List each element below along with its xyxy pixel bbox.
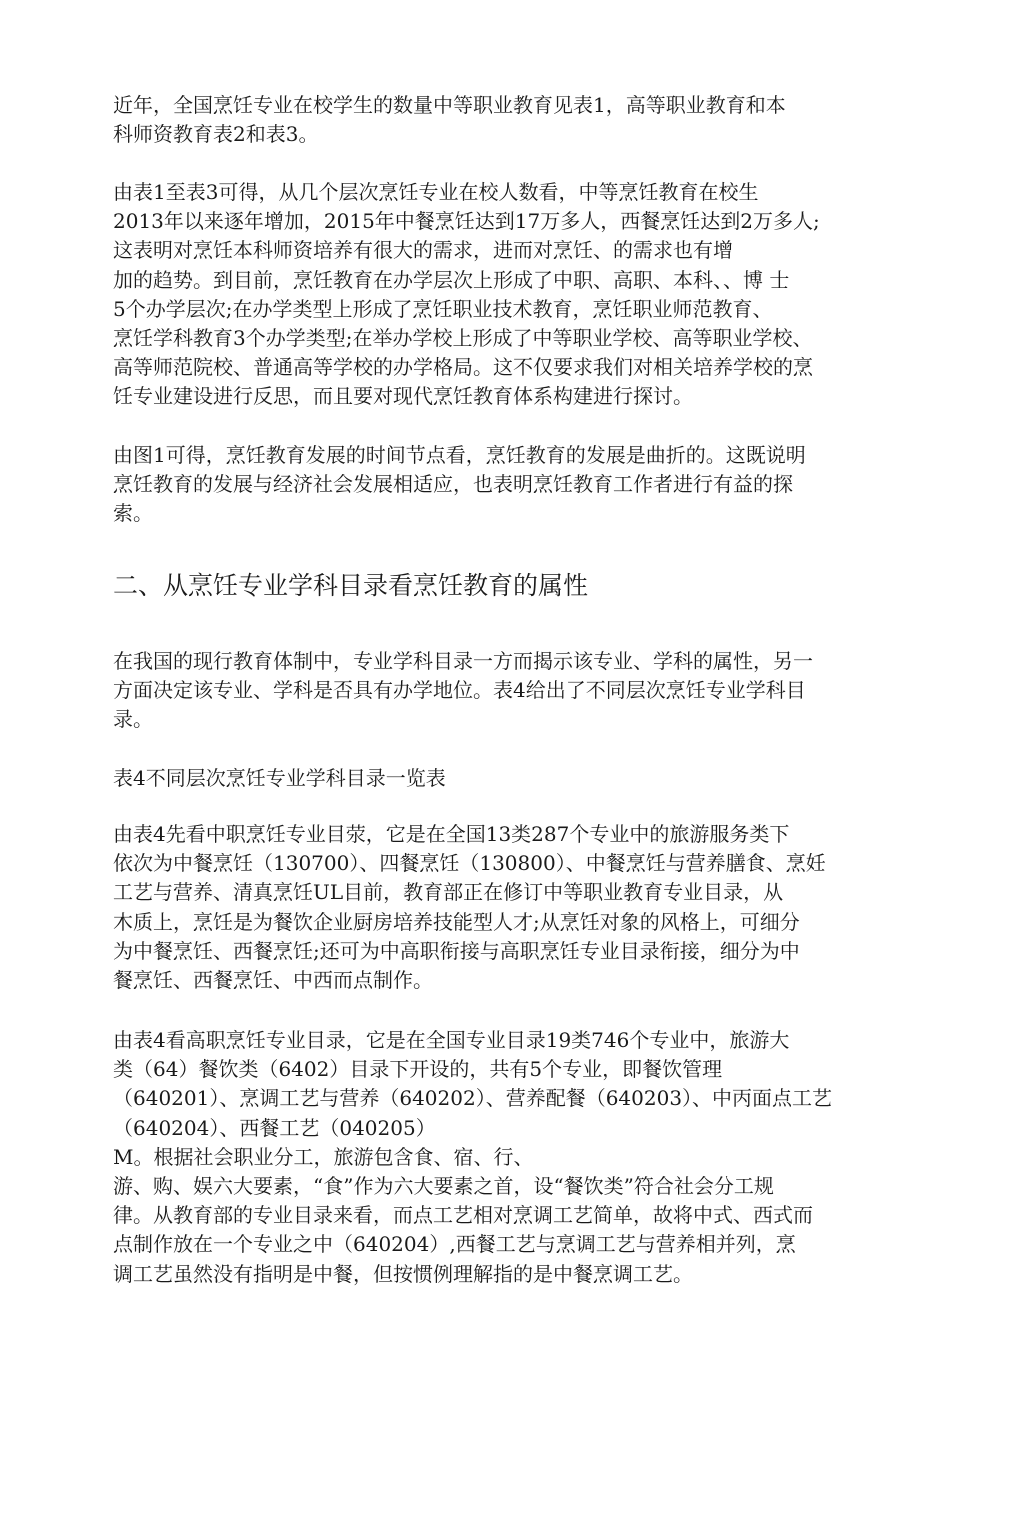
text-line: 烹饪教育的发展与经济社会发展相适应，也表明烹饪教育工作者进行有益的探 [113,472,793,497]
paragraph-higher-vocational [113,1026,832,1289]
text-line: 近年，全国烹饪专业在校学生的数量中等职业教育见表1，高等职业教育和本 [113,93,786,117]
text-line: （640204）、西餐工艺（040205） [113,1115,436,1140]
paragraph-secondary-vocational [113,820,826,995]
text-line: 科师资教育表2和表3。 [113,122,319,147]
paragraph-enrollment-intro [113,91,786,149]
text-line: 点制作放在一个专业之中（640204）,西餐工艺与烹调工艺与营养相并列，烹 [113,1232,796,1257]
text-line: 由表4先看中职烹饪专业目荥，它是在全国13类287个专业中的旅游服务类下 [113,822,790,846]
text-line: 2013年以来逐年增加，2015年中餐烹饪达到17万多人，西餐烹饪达到2万多人; [113,209,820,234]
text-line: 高等师范院校、普通高等学校的办学格局。这不仅要求我们对相关培养学校的烹 [113,355,813,380]
text-line: 方面决定该专业、学科是否具有办学地位。表4给出了不同层次烹饪专业学科目 [113,678,806,703]
text-line: 由表1至表3可得，从几个层次烹饪专业在校人数看，中等烹饪教育在校生 [113,180,759,204]
text-line: 为中餐烹饪、西餐烹饪;还可为中高职衔接与高职烹饪专业目录衔接，细分为中 [113,938,800,963]
text-line: 由表4看高职烹饪专业目录，它是在全国专业目录19类746个专业中，旅游大 [113,1028,790,1052]
text-line: 索。 [113,501,153,526]
text-line: M。根据社会职业分工，旅游包含食、宿、行、 [113,1144,534,1169]
text-line: 饪专业建设进行反思，而且要对现代烹饪教育体系构建进行探讨。 [113,384,693,409]
text-line: 表4不同层次烹饪专业学科目录一览表 [113,766,446,790]
text-line: 依次为中餐烹饪（130700）、四餐烹饪（130800）、中餐烹饪与营养膳食、烹妊 [113,851,826,876]
text-line: 游、购、娱六大要素，“食”作为六大要素之首，设“餐饮类”符合社会分工规 [113,1173,774,1198]
paragraph-figure-discussion [113,441,806,529]
text-line: （640201）、烹调工艺与营养（640202）、营养配餐（640203）、中丙面点工艺 [113,1086,833,1111]
text-line: 这表明对烹饪本科师资培养有很大的需求，进而对烹饪、的需求也有增 [113,238,733,263]
text-line: 由图1可得，烹饪教育发展的时间节点看，烹饪教育的发展是曲折的。这既说明 [113,443,806,467]
text-line: 在我国的现行教育体制中，专业学科目录一方而揭示该专业、学科的属性，另一 [113,649,813,673]
text-line: 餐烹饪、西餐烹饪、中西而点制作。 [113,967,433,992]
text-line: 类（64）餐饮类（6402）目录下开设的，共有5个专业，即餐饮管理 [113,1057,723,1082]
text-line: 烹饪学科教育3个办学类型;在举办学校上形成了中等职业学校、高等职业学校、 [113,325,813,350]
text-line: 律。从教育部的专业目录来看，而点工艺相对烹调工艺简单，故将中式、西式而 [113,1203,813,1228]
table-caption [113,764,446,793]
text-line: 加的趋势。到目前，烹饪教育在办学层次上形成了中职、高职、本科、、博 士 [113,267,790,292]
text-line: 录。 [113,707,153,732]
paragraph-enrollment-analysis [113,178,820,412]
text-line: 工艺与营养、清真烹饪UL目前，教育部正在修订中等职业教育专业目录，从 [113,880,784,905]
text-line: 木质上，烹饪是为餐饮企业厨房培养技能型人才;从烹饪对象的风格上，可细分 [113,909,800,934]
text-line: 5个办学层次;在办学类型上形成了烹饪职业技术教育，烹饪职业师范教育、 [113,296,773,321]
text-line: 调工艺虽然没有指明是中餐，但按惯例理解指的是中餐烹调工艺。 [113,1261,693,1286]
section-heading: 二、从烹饪专业学科目录看烹饪教育的属性 [113,571,589,600]
paragraph-catalog-intro [113,647,813,735]
